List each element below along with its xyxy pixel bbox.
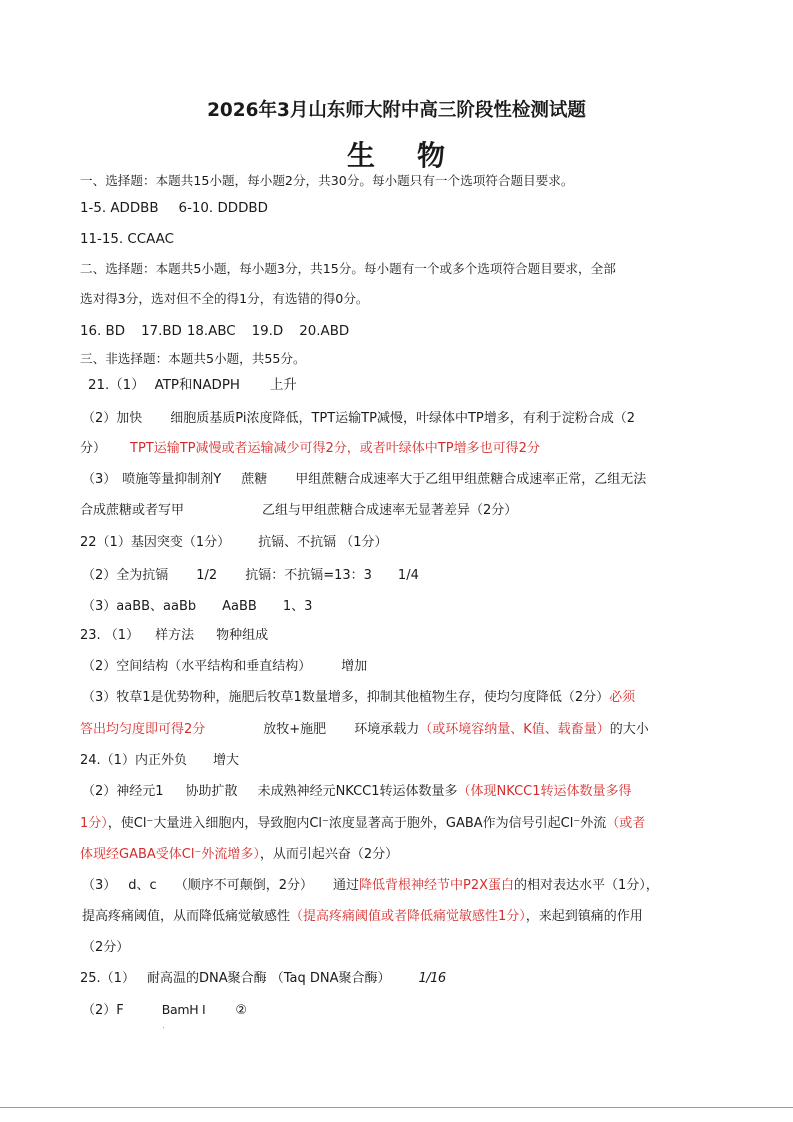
answers-16-20 [80, 323, 349, 341]
q25-line2: （2）F BamH I ② [82, 1002, 248, 1018]
q23-line3: （3）牧草1是优势物种，施肥后牧草1数量增多，抑制其他植物生存，使均匀度降低（2分）必须 [82, 690, 636, 705]
q22-line3: （3）aaBB、aaBb AaBB 1、3 [82, 599, 313, 614]
subject-heading: 生物 [347, 139, 488, 172]
answer-20: 20.ABD [299, 324, 350, 339]
section1-heading: 一、选择题：本题共15小题，每小题2分，共30分。每小题只有一个选项符合题目要求。 [80, 173, 574, 188]
q25-line1: 25.（1） 耐高温的DNA聚合酶 （Taq DNA聚合酶） 1/16 [80, 971, 446, 986]
answer-17: 17.BD [141, 324, 182, 339]
section2-heading-line2: 选对得3分，选对但不全的得1分，有选错的得0分。 [80, 291, 369, 306]
q21-line3: 分） TPT运输TP减慢或者运输减少可得2分，或者叶绿体中TP增多也可得2分 [80, 441, 540, 456]
q23-line1: 23. （1） 样方法 物种组成 [80, 628, 269, 643]
q21-line4: （3） 喷施等量抑制剂Y 蔗糖 甲组蔗糖合成速率大于乙组甲组蔗糖合成速率正常，乙组无法 [82, 472, 647, 487]
section3-heading: 三、非选择题：本题共5小题，共55分。 [80, 351, 306, 366]
footer-divider [0, 1107, 793, 1108]
q24-line6: 提高疼痛阈值，从而降低痛觉敏感性（提高疼痛阈值或者降低痛觉敏感性1分），来起到镇痛的作用 [82, 909, 643, 924]
enzyme-bamhi: BamH I [161, 1002, 206, 1017]
q22-line2: （2）全为抗镉 1/2 抗镉：不抗镉=13：3 1/4 [82, 568, 419, 583]
answers-6-10: 6-10. DDDBD [178, 201, 268, 216]
q21-line5: 合成蔗糖或者写甲 乙组与甲组蔗糖合成速率无显著差异（2分） [80, 503, 518, 518]
q24-line5: （3） d、c （顺序不可颠倒，2分） 通过降低背根神经节中P2X蛋白的相对表达水平（1分）， [82, 878, 659, 893]
answer-16: 16. BD [80, 324, 126, 339]
section2-heading-line1: 二、选择题：本题共5小题，每小题3分，共15分。每小题有一个或多个选项符合题目要求，全部 [80, 261, 616, 276]
q21-scoring-note: TPT运输TP减慢或者运输减少可得2分，或者叶绿体中TP增多也可得2分 [130, 441, 540, 456]
q24-line3: 1分），使Cl⁻大量进入细胞内，导致胞内Cl⁻浓度显著高于胞外，GABA作为信号引起Cl⁻外流（或者 [80, 816, 646, 831]
q23-line4: 答出均匀度即可得2分 放牧+施肥 环境承载力（或环境容纳量、K值、载畜量）的大小 [80, 722, 649, 737]
q24-line4: 体现经GABA受体Cl⁻外流增多），从而引起兴奋（2分） [80, 847, 399, 862]
answer-18: 18.ABC [186, 324, 236, 339]
speck [163, 1027, 164, 1028]
q24-line1: 24.（1）内正外负 增大 [80, 753, 239, 768]
q23-line2: （2）空间结构（水平结构和垂直结构） 增加 [82, 659, 368, 674]
q21-line2: （2）加快 细胞质基质Pi浓度降低，TPT运输TP减慢，叶绿体中TP增多，有利于淀粉合成（2 [82, 411, 635, 426]
q24-line7: （2分） [82, 940, 130, 955]
page-title: 2026年3月山东师大附中高三阶段性检测试题 [207, 100, 586, 121]
answer-19: 19.D [251, 324, 284, 339]
q21-line1: 21.（1） ATP和NADPH 上升 [88, 378, 297, 393]
answers-11-15: 11-15. CCAAC [80, 232, 174, 247]
answers-1-5: 1-5. ADDBB [80, 201, 159, 216]
q24-line2: （2）神经元1 协助扩散 未成熟神经元NKCC1转运体数量多（体现NKCC1转运体数量多得 [82, 784, 632, 799]
q22-line1: 22（1）基因突变（1分） 抗镉、不抗镉 （1分） [80, 535, 388, 550]
answers-1-10 [80, 200, 268, 218]
